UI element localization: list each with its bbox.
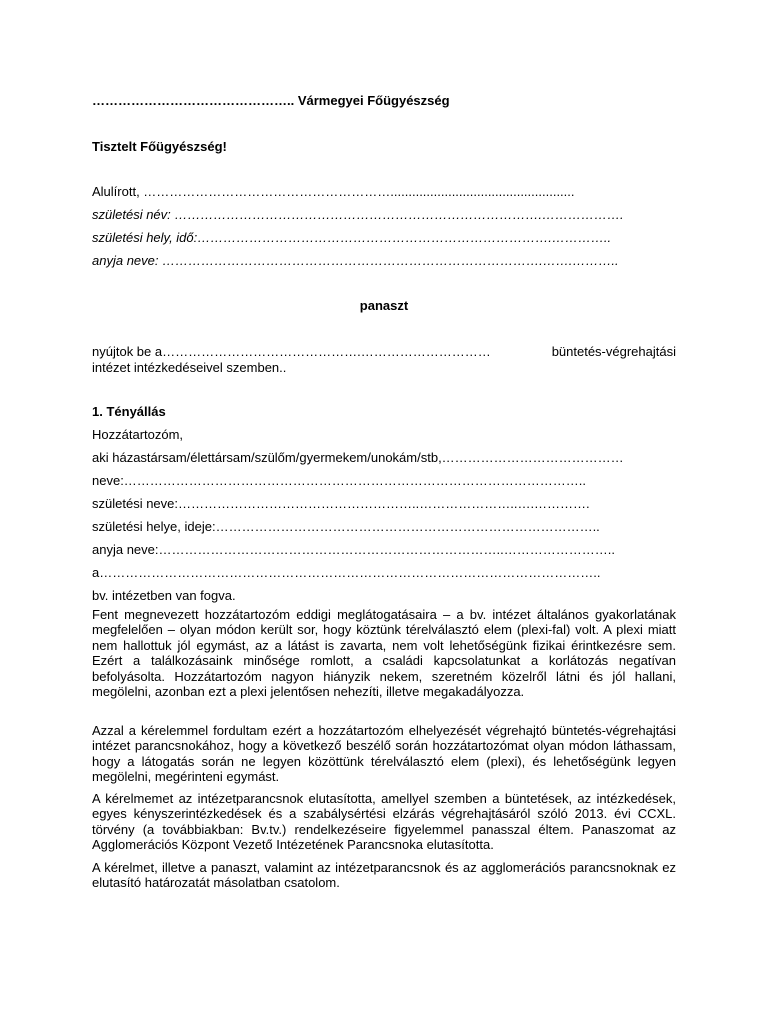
document-title: panaszt (359, 298, 409, 313)
relative-birth-name-line: születési neve:………………………………………………..…………………..….…………. (92, 496, 590, 511)
submission-institution-type: büntetés-végrehajtási (551, 344, 676, 359)
relative-name-line: neve:…………………………………………………………………………………………….. (92, 473, 587, 488)
detention-line: bv. intézetben van fogva. (92, 588, 236, 603)
applicant-birth-name-line: születési név: ………………………………………………………………………….………………. (92, 207, 624, 222)
paragraph-2: Azzal a kérelemmel fordultam ezért a hozzátartozóm elhelyezését végrehajtó büntetés-végrehajtási intézet parancsnokához, hogy a következő beszélő során hozzátartozómat olyan módon láthassam, hogy a látogatás során ne legyen közöttünk térelválasztó elem (plexi), és lehetőségünk legyen megölelni, megérinteni egymást. (92, 723, 676, 785)
relative-birth-place-line: születési helye, ideje:…………………………………………………………………………….. (92, 519, 600, 534)
relative-mother-name-line: anyja neve:……………………………………………………………………..…………………….. (92, 542, 615, 557)
relation-line: aki házastársam/élettársam/szülőm/gyermekem/unokám/stb,…………………………………… (92, 450, 624, 465)
applicant-mother-name-line: anyja neve: …………………………………………………………………………….…….……….. (92, 253, 619, 268)
paragraph-1: Fent megnevezett hozzátartozóm eddigi meglátogatásaira – a bv. intézet általános gyakorlatának megfelelően – olyan módon került sor, hogy köztünk térelválasztó elem (plexi-fal) volt. A plexi miatt nem hallottuk jól egymást, az a látást is zavarta, nem volt lehetőségünk fizikai érintkezésre sem. Ezért a találkozásaink minősége romlott, a családi kapcsolatunkat a korlátozás negatívan befolyásolta. Hozzátartozóm nagyon hiányzik nekem, szeretném közelről látni és jól hallani, megölelni, azonban ezt a plexi jelentősen nehezíti, illetve megakadályozza. (92, 607, 676, 700)
submission-line (92, 344, 676, 360)
salutation: Tisztelt Főügyészség! (92, 139, 227, 154)
paragraph-3: A kérelmemet az intézetparancsnok elutasította, amellyel szemben a büntetések, az intézkedések, egyes kényszerintézkedések és a szabálysértési elzárás végrehajtásáról szóló 2013. évi CCXL. törvény (a továbbiakban: Bv.tv.) rendelkezéseire figyelemmel panasszal éltem. Panaszomat az Agglomerációs Központ Vezető Intézetének Parancsnoka elutasította. (92, 791, 676, 853)
submission-institution-blank: nyújtok be a……………………………………….………………………… (92, 344, 491, 359)
applicant-birth-place-line: születési hely, idő:……………………………………………………………………….………….. (92, 230, 612, 245)
submission-continuation: intézet intézkedéseivel szemben.. (92, 360, 287, 375)
authority-heading: ……………………………………….. Vármegyei Főügyészség (92, 93, 450, 108)
relative-intro: Hozzátartozóm, (92, 427, 184, 442)
paragraph-4: A kérelmet, illetve a panaszt, valamint az intézetparancsnok és az agglomerációs parancsnoknak ez elutasító határozatát másolatban csatolom. (92, 860, 676, 891)
applicant-name-line: Alulírott, …………………………………………………................................................... (92, 184, 575, 199)
institution-line: a…………………………………………………………………………………………………….. (92, 565, 601, 580)
section-heading: 1. Tényállás (92, 404, 166, 419)
